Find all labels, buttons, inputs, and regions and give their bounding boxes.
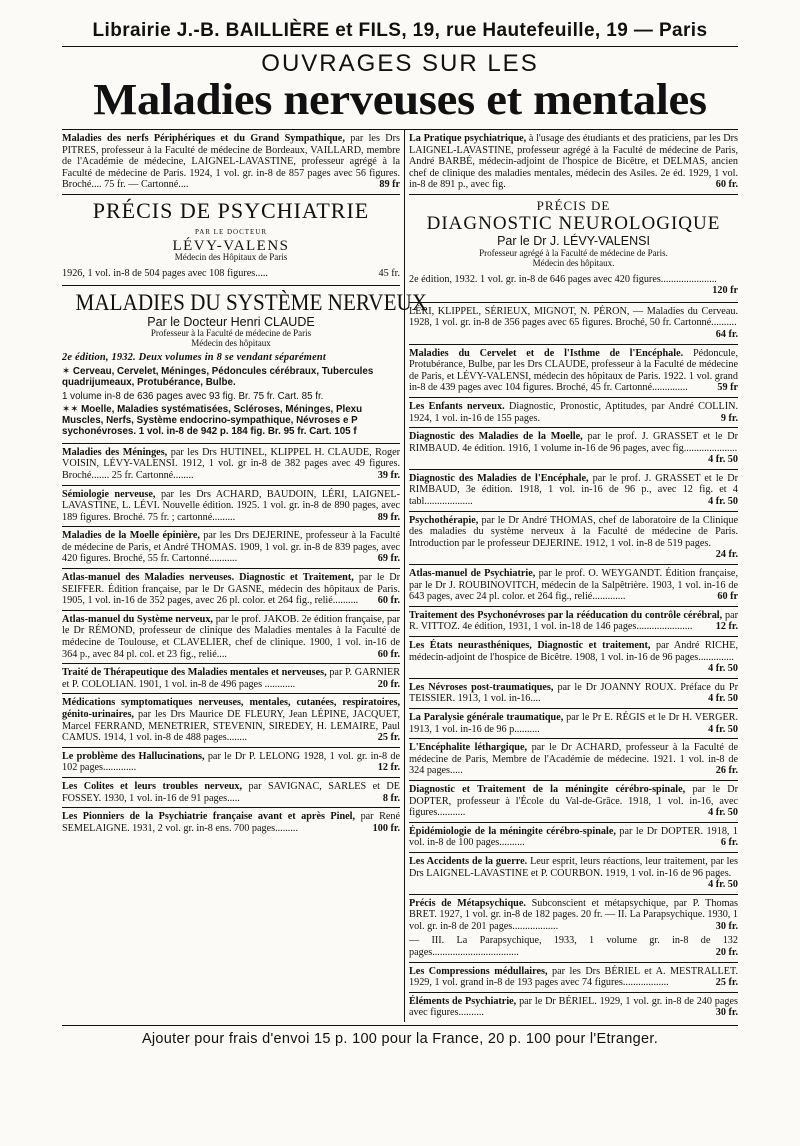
book-entry	[62, 444, 400, 486]
book-entry	[62, 694, 400, 747]
book-details: par les Drs HUTINEL, KLIPPEL H. CLAUDE, Roger VOISIN, LÉVY-VALENSI. 1912, 1 vol. gr in-8 de 382 pages avec 49 figures. Broché....... 25 fr. Cartonné........	[62, 446, 401, 481]
block-by: PAR LE DOCTEUR	[194, 227, 268, 236]
book-details: par le Dr SEIFFER. Édition française, par le Dr GASNE, médecin des hôpitaux de Paris. 1905, 1 vol. in-16 de 352 pages, avec 26 pl. color. et 264 fig., relié..........	[62, 572, 400, 607]
block-affiliation: Médecin des Hôpitaux de Paris	[174, 252, 288, 263]
volume-two-contents: ✶✶ Moelle, Maladies systématisées, Scléroses, Méninges, Plexu Muscles, Nerfs, Système endocrino-sympathique, Névroses e P sychonévroses. 1 vol. in-8 de 942 p. 184 fig. Br. 95 fr. Cart. 105 f	[62, 404, 363, 437]
block-details-text: 1926, 1 vol. in-8 de 504 pages avec 108 figures.....	[62, 268, 268, 280]
book-details: par René SEMELAIGNE. 1931, 2 vol. gr. in-8 ens. 700 pages.........	[62, 811, 400, 834]
book-entry	[409, 963, 738, 993]
book-price: 59 fr	[717, 382, 738, 394]
book-title: Maladies des nerfs Périphériques et du Grand Sympathique,	[62, 133, 345, 144]
top-rule	[62, 46, 738, 47]
block-edition: 2e édition, 1932. Deux volumes in 8 se vendant séparément	[62, 352, 326, 364]
book-entry	[409, 565, 738, 607]
block-title: DIAGNOSTIC NEUROLOGIQUE	[426, 212, 721, 234]
book-price: 6 fr.	[720, 837, 738, 849]
book-title: Les États neurasthéniques, Diagnostic et traitement,	[409, 640, 651, 651]
book-entry	[62, 130, 400, 195]
block-affiliation-2: Médecin des hôpitaux.	[532, 257, 615, 268]
book-entry	[409, 607, 738, 637]
book-price: 89 fr.	[377, 511, 400, 523]
publisher-line: Librairie J.-B. BAILLIÈRE et FILS, 19, rue Hautefeuille, 19 — Paris	[92, 20, 708, 41]
book-price: 60 fr.	[377, 648, 400, 660]
book-title: Maladies de la Moelle épinière,	[62, 530, 200, 542]
book-price: 4 fr. 50	[708, 454, 738, 466]
book-title: Les Colites et leurs troubles nerveux,	[62, 780, 243, 792]
book-title: Maladies des Méninges,	[62, 446, 168, 458]
heading-ouvrages: OUVRAGES SUR LES	[261, 50, 539, 77]
book-entry	[409, 428, 738, 470]
book-details: Diagnostic, Pronostic, Aptitudes, par André COLLIN. 1924, 1 vol. in-16 de 155 pages.	[409, 400, 738, 424]
book-title: La Paralysie générale traumatique,	[409, 711, 564, 723]
block-details	[409, 274, 738, 297]
book-title: Atlas-manuel des Maladies nerveuses. Diagnostic et Traitement,	[62, 572, 354, 584]
book-entry	[409, 853, 738, 895]
book-entry	[62, 808, 400, 837]
book-details: par le Dr ACHARD, professeur à la Faculté de médecine de Paris, Membre de l'Académie de médecine. 1921. 1 vol. in-8 de 324 pages.....	[409, 742, 738, 777]
book-entry	[409, 512, 738, 565]
book-price: 9 fr.	[720, 412, 738, 424]
book-entry	[62, 486, 400, 528]
book-details: par les Drs ACHARD, BAUDOIN, LÉRI, LAIGNEL-LAVASTINE, L. LÉVI. Nouvelle édition. 1925. 1 vol. gr. in-8 de 890 pages, avec 189 figures. Broché. 75 fr. ; cartonné.........	[62, 488, 400, 523]
book-price: 25 fr.	[377, 732, 400, 744]
book-title: Les Accidents de la guerre.	[409, 855, 528, 867]
book-price: 26 fr.	[715, 765, 738, 777]
book-price: 60 fr.	[377, 595, 400, 607]
book-price: 4 fr. 50	[708, 663, 738, 675]
book-price: 30 fr.	[715, 920, 738, 932]
book-title: Psychothérapie,	[409, 514, 479, 526]
book-title: Les Compressions médullaires,	[409, 965, 548, 977]
book-price: 24 fr.	[715, 549, 738, 561]
book-details: par le Dr P. LELONG 1928, 1 vol. gr. in-8 de 102 pages.............	[62, 750, 401, 774]
book-details: par le Dr DOPTER, professeur à l'École du Val-de-Grâce. 1918, 1 vol. in-16, avec figures...........	[409, 783, 738, 819]
book-entry	[62, 664, 400, 694]
book-details: par les Drs DEJERINE, professeur à la Faculté de médecine de Paris, et André THOMAS. 1909, 1 vol. gr. in-8 de 839 pages, avec 420 figures. Broché, 55 fr. Cartonné...........	[62, 530, 401, 565]
book-title: Diagnostic des Maladies de la Moelle,	[409, 431, 583, 443]
block-pretitle: PRÉCIS DE	[536, 197, 611, 213]
block-price: 45 fr.	[378, 268, 400, 280]
book-title: Atlas-manuel de Psychiatrie,	[409, 568, 536, 580]
book-title: Traitement des Psychonévroses par la rééducation du contrôle cérébral,	[409, 609, 723, 621]
volume-one-details: 1 volume in-8 de 636 pages avec 93 fig. Br. 75 fr. Cart. 85 fr.	[62, 390, 324, 402]
block-author: LÉVY-VALENS	[172, 237, 290, 254]
block-author: Par le Docteur Henri CLAUDE	[147, 314, 315, 329]
book-details: par les Drs BÉRIEL et A. MESTRALLET. 1929, 1 vol. grand in-8 de 193 pages avec 74 figures..................	[409, 965, 738, 989]
book-entry	[409, 709, 738, 739]
book-entry	[409, 470, 738, 512]
book-price: 20 fr.	[377, 678, 400, 690]
book-price: 20 fr.	[715, 947, 738, 959]
left-column	[62, 130, 428, 1022]
book-price: 60 fr.	[715, 179, 738, 191]
book-price: 4 fr. 50	[708, 807, 738, 819]
columns	[62, 129, 738, 1022]
book-title: L'Encéphalite léthargique,	[409, 742, 528, 754]
block-details	[62, 268, 400, 280]
book-details: par les Drs Maurice DE FLEURY, Jean LÉPINE, JACQUET, Marcel FERRAND, MENETRIER, STEVENIN, SIREDEY, H. LEMAIRE, Paul CAMUS. 1914, 1 vol. in-8 de 488 pages........	[62, 709, 400, 744]
shipping-note: Ajouter pour frais d'envoi 15 p. 100 pour la France, 20 p. 100 pour l'Etranger.	[62, 1025, 738, 1047]
block-author: Par le Dr J. LÉVY-VALENSI	[497, 233, 650, 248]
book-details: par le Dr JOANNY ROUX. Préface du Pr TEISSIER. 1913, 1 vol. in-16....	[409, 681, 738, 705]
book-price: 4 fr. 50	[708, 693, 738, 705]
book-price: 100 fr.	[372, 822, 400, 834]
book-entry	[62, 778, 400, 808]
book-price: 25 fr.	[715, 977, 738, 989]
book-title: Épidémiologie de la méningite cérébro-spinale,	[409, 825, 616, 837]
book-title: Médications symptomatiques nerveuses, mentales, cutanées, respiratoires, génito-urinaires,	[62, 697, 400, 720]
book-details: par le Dr BÉRIEL. 1929, 1 vol. gr. in-8 de 240 pages avec figures..........	[409, 995, 738, 1019]
book-entry	[62, 611, 400, 664]
book-entry	[409, 993, 738, 1022]
book-title: Les Pionniers de la Psychiatrie française avant et après Pinel,	[62, 811, 356, 823]
book-details: — III. La Parapsychique, 1933, 1 volume gr. in-8 de 132 pages..................................	[409, 935, 738, 959]
book-details: par P. GARNIER et P. COLOLIAN. 1901, 1 vol. in-8 de 496 pages ............	[62, 667, 401, 690]
right-column	[405, 130, 738, 1022]
book-title: Les Enfants nerveux.	[409, 400, 505, 412]
block-details-text: 2e édition, 1932. 1 vol. gr. in-8 de 646 pages avec 420 figures......................	[409, 273, 717, 285]
precis-psychiatrie-block	[62, 195, 400, 286]
book-price: 4 fr. 50	[708, 879, 738, 891]
book-title: Maladies du Cervelet et de l'Isthme de l'Encéphale.	[409, 347, 684, 359]
book-price: 4 fr. 50	[708, 723, 738, 735]
book-entry	[409, 781, 738, 823]
book-entry	[409, 345, 738, 398]
block-title: PRÉCIS DE PSYCHIATRIE	[92, 197, 370, 223]
book-details: LÉRI, KLIPPEL, SÉRIEUX, MIGNOT, N. PÉRON, — Maladies du Cerveau. 1928, 1 vol. gr. in-8 de 356 pages avec 65 figures. Broché, 50 fr. Cartonné..........	[409, 305, 738, 329]
book-entry	[409, 130, 738, 195]
book-title: Le problème des Hallucinations,	[62, 750, 205, 762]
book-entry	[62, 527, 400, 569]
block-affiliation-1: Professeur à la Faculté de médecine de Paris	[150, 328, 312, 339]
block-affiliation-2: Médecin des hôpitaux	[191, 338, 271, 349]
book-entry	[409, 895, 738, 933]
book-price: 39 fr.	[377, 469, 400, 481]
book-details: par André RICHE, médecin-adjoint de l'hospice de Bicêtre. 1908, 1 vol. in-16 de 96 pages..............	[409, 640, 739, 663]
book-details: Subconscient et métapsychique, par P. Thomas BRET. 1927, 1 vol. gr. in-8 de 182 pages. 20 fr. — II. La Parapsychique. 1930, 1 vol. gr. in-8 de 201 pages..................	[409, 897, 739, 932]
maladies-systeme-block	[62, 286, 428, 444]
book-details: par R. VITTOZ. 4e édition, 1931, 1 vol. in-18 de 146 pages......................	[409, 609, 739, 633]
book-entry	[409, 398, 738, 428]
book-details: à l'usage des étudiants et des praticiens, par les Drs LAIGNEL-LAVASTINE, professeur agrégé à la Faculté de médecine de Paris, André BARBÉ, médecin-adjoint de l'hospice de Bicêtre, et DELMAS, ancien chef de clinique des maladies mentales, médecin des Asiles. 2e éd. 1929, 1 vol. in-8 de 891 p., avec fig.	[409, 133, 738, 191]
book-entry	[409, 739, 738, 781]
book-details: par le prof. O. WEYGANDT. Édition française, par le Dr J. ROUBINOVITCH, médecin de la Salpêtrière. 1903, 1 vol. in-16 de 643 pages, avec 24 pl. color. et 264 fig., relié.............	[409, 568, 738, 603]
book-entry	[409, 823, 738, 853]
book-price: 8 fr.	[382, 792, 400, 804]
book-details: Pédoncule, Protubérance, Bulbe, par les Drs CLAUDE, professeur à la Faculté de médecine de Paris, et LÉVY-VALENSI, médecin des hôpitaux de Paris. 1922. 1 vol. grand in-8 de 439 pages avec 104 figures. Broché, 45 fr. Cartonné..............	[409, 347, 738, 394]
book-details: par le prof. J. GRASSET et le Dr RIMBAUD. 4e édition. 1916, 1 volume in-16 de 96 pages, avec fig.....................	[409, 431, 738, 454]
book-entry	[62, 748, 400, 778]
book-title: Traité de Thérapeutique des Maladies mentales et nerveuses,	[62, 667, 327, 679]
book-price: 89 fr	[379, 179, 400, 191]
book-price: 60 fr	[717, 591, 738, 603]
book-details: par le Dr DOPTER. 1918, 1 vol. in-8 de 100 pages..........	[409, 825, 739, 849]
book-title: Sémiologie nerveuse,	[62, 488, 156, 500]
book-title: Précis de Métapsychique.	[409, 897, 526, 909]
book-details: par SAVIGNAC, SARLES et DE FOSSEY. 1930, 1 vol. in-16 de 91 pages.....	[62, 780, 401, 804]
precis-diagnostic-block	[409, 195, 738, 303]
book-price: 12 fr.	[715, 621, 738, 633]
book-entry	[409, 932, 738, 962]
book-entry	[62, 569, 400, 611]
book-price: 4 fr. 50	[708, 496, 738, 508]
book-entry	[409, 679, 738, 709]
book-title: Diagnostic et Traitement de la méningite cérébro-spinale,	[409, 783, 686, 795]
book-details: par les Drs PITRES, professeur à la Faculté de médecine de Bordeaux, VAILLARD, membre de l'Académie de médecine, LAIGNEL-LAVASTINE, professeur agrégé à la Faculté de médecine de Paris. 1924, 1 vol. gr. in-8 de 857 pages avec 56 figures. Broché.... 75 fr. — Cartonné....	[62, 133, 400, 191]
book-title: Éléments de Psychiatrie,	[409, 995, 517, 1007]
block-affiliation-1: Professeur agrégé à la Faculté de médecine de Paris.	[479, 247, 668, 258]
book-price: 64 fr.	[715, 328, 738, 340]
volume-one-contents: ✶ Cerveau, Cervelet, Méninges, Pédoncules cérébraux, Tubercules quadrijumeaux, Protubérance, Bulbe.	[62, 365, 374, 388]
book-price: 69 fr.	[377, 553, 400, 565]
book-entry	[409, 303, 738, 345]
book-details: Leur esprit, leurs réactions, leur traitement, par les Drs LAIGNEL-LAVASTINE et P. COURBON. 1919, 1 vol. in-16 de 96 pages.	[409, 855, 738, 879]
book-entry	[409, 637, 738, 679]
heading-maladies: Maladies nerveuses et mentales	[93, 75, 707, 124]
book-title: Atlas-manuel du Système nerveux,	[62, 613, 213, 625]
book-details: par le Pr E. RÉGIS et le Dr H. VERGER. 1913, 1 vol. in-16 de 96 p..........	[409, 711, 739, 735]
book-details: par le prof. J. GRASSET et le Dr RIMBAUD, 3e édition. 1918, 1 vol. in-16 de 96 p., avec 12 fig. et 4 tabl...................	[409, 472, 738, 508]
book-details: par le prof. JAKOB. 2e édition française, par le Dr RÉMOND, professeur de clinique des Maladies mentales à la Faculté de médecine de Toulouse, et CLAVELIER, chef de clinique. 1900, 1 vol. in-16 de 364 p., avec 84 pl. col. et 23 fig., relié....	[62, 613, 401, 660]
block-title: MALADIES DU SYSTÈME NERVEUX	[75, 289, 428, 315]
book-title: Diagnostic des Maladies de l'Encéphale,	[409, 472, 589, 484]
book-title: La Pratique psychiatrique,	[409, 133, 527, 144]
book-price: 12 fr.	[377, 762, 400, 774]
block-price: 120 fr	[712, 285, 738, 297]
book-price: 30 fr.	[715, 1007, 738, 1019]
book-details: par le Dr André THOMAS, chef de laboratoire de la Clinique des maladies du système nerveux à la Faculté de médecine de Paris. Introduction par le professeur DEJERINE. 1912, 1 vol. in-8 de 519 pages.	[409, 514, 739, 549]
book-title: Les Névroses post-traumatiques,	[409, 681, 554, 693]
